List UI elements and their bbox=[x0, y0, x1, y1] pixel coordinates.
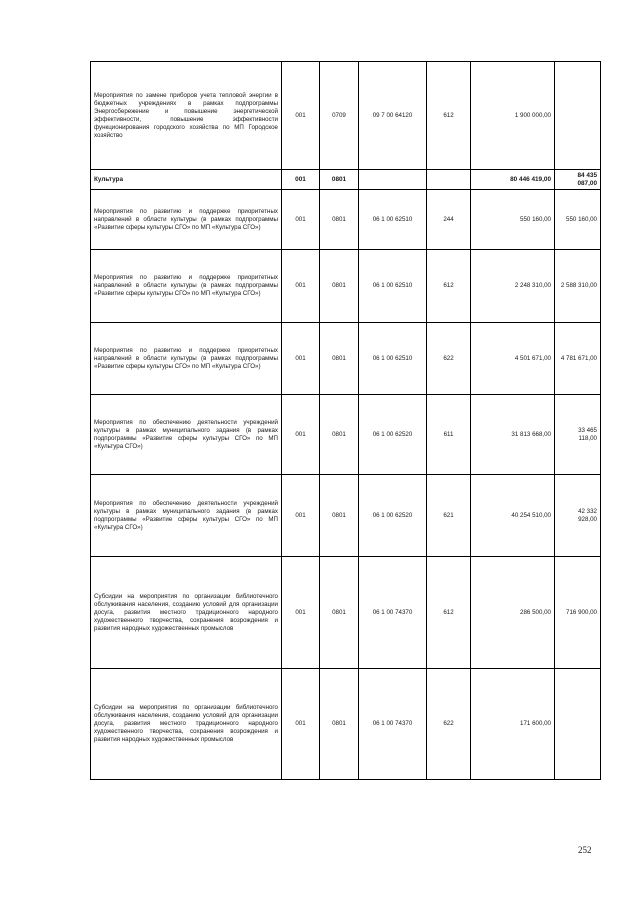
row-expense-type: 612 bbox=[427, 250, 471, 323]
row-amount-year1: 2 248 310,00 bbox=[471, 250, 555, 323]
row-amount-year2: 550 160,00 bbox=[555, 190, 601, 250]
table-row-section-total bbox=[91, 170, 601, 190]
row-amount-year2: 33 465 118,00 bbox=[555, 395, 601, 475]
row-target-code: 06 1 00 74370 bbox=[359, 669, 427, 780]
row-name: Мероприятия по развитию и поддержке приоритетных направлений в области культуры (в рамках подпрограммы «Развитие сферы культуры СГО» по МП «Культура СГО») bbox=[91, 190, 282, 250]
table-row bbox=[91, 323, 601, 395]
row-name: Субсидии на мероприятия по организации библиотечного обслуживания населения, созданию условий для организации досуга, развития местного традиционного народного художественного творчества, сохранения возрождения и развития народных художественных промыслов bbox=[91, 669, 282, 780]
row-section-code: 0801 bbox=[320, 323, 359, 395]
table-row bbox=[91, 250, 601, 323]
row-section-code: 0801 bbox=[320, 475, 359, 557]
row-amount-year2: 42 332 928,00 bbox=[555, 475, 601, 557]
row-target-code: 06 1 00 74370 bbox=[359, 557, 427, 669]
table-row bbox=[91, 475, 601, 557]
row-section-code: 0801 bbox=[320, 170, 359, 190]
row-admin-code: 001 bbox=[282, 669, 320, 780]
row-admin-code: 001 bbox=[282, 170, 320, 190]
row-amount-year1: 286 500,00 bbox=[471, 557, 555, 669]
row-admin-code: 001 bbox=[282, 475, 320, 557]
row-amount-year1: 171 600,00 bbox=[471, 669, 555, 780]
row-amount-year2: 84 435 087,00 bbox=[555, 170, 601, 190]
row-admin-code: 001 bbox=[282, 557, 320, 669]
table-row bbox=[91, 557, 601, 669]
row-amount-year2 bbox=[555, 62, 601, 170]
row-section-code: 0801 bbox=[320, 395, 359, 475]
row-expense-type: 612 bbox=[427, 62, 471, 170]
row-section-code: 0709 bbox=[320, 62, 359, 170]
row-expense-type: 244 bbox=[427, 190, 471, 250]
row-section-code: 0801 bbox=[320, 557, 359, 669]
row-admin-code: 001 bbox=[282, 323, 320, 395]
row-section-code: 0801 bbox=[320, 190, 359, 250]
row-amount-year1: 1 900 000,00 bbox=[471, 62, 555, 170]
row-admin-code: 001 bbox=[282, 190, 320, 250]
table-row bbox=[91, 190, 601, 250]
section-name: Культура bbox=[91, 170, 282, 190]
row-expense-type: 622 bbox=[427, 323, 471, 395]
row-expense-type: 611 bbox=[427, 395, 471, 475]
page-number: 252 bbox=[578, 845, 592, 855]
table-row bbox=[91, 62, 601, 170]
row-amount-year1: 40 254 510,00 bbox=[471, 475, 555, 557]
row-amount-year2 bbox=[555, 669, 601, 780]
row-admin-code: 001 bbox=[282, 395, 320, 475]
row-admin-code: 001 bbox=[282, 250, 320, 323]
row-section-code: 0801 bbox=[320, 250, 359, 323]
row-target-code: 06 1 00 62510 bbox=[359, 323, 427, 395]
table-row bbox=[91, 669, 601, 780]
row-name: Субсидии на мероприятия по организации библиотечного обслуживания населения, созданию условий для организации досуга, развития местного традиционного народного художественного творчества, сохранения возрождения и развития народных художественных промыслов bbox=[91, 557, 282, 669]
row-section-code: 0801 bbox=[320, 669, 359, 780]
row-expense-type bbox=[427, 170, 471, 190]
row-expense-type: 621 bbox=[427, 475, 471, 557]
row-admin-code: 001 bbox=[282, 62, 320, 170]
row-target-code: 06 1 00 62510 bbox=[359, 190, 427, 250]
row-name: Мероприятия по замене приборов учета тепловой энергии в бюджетных учреждениях в рамках подпрограммы Энергосбережение и повышение энергетической эффективности, повышение эффективности функционирования городского хозяйства по МП Городское хозяйство bbox=[91, 62, 282, 170]
row-target-code: 06 1 00 62510 bbox=[359, 250, 427, 323]
row-target-code: 06 1 00 62520 bbox=[359, 475, 427, 557]
row-amount-year1: 31 813 668,00 bbox=[471, 395, 555, 475]
budget-table bbox=[90, 61, 601, 780]
row-name: Мероприятия по развитию и поддержке приоритетных направлений в области культуры (в рамках подпрограммы «Развитие сферы культуры СГО» по МП «Культура СГО») bbox=[91, 250, 282, 323]
row-target-code bbox=[359, 170, 427, 190]
row-expense-type: 622 bbox=[427, 669, 471, 780]
row-expense-type: 612 bbox=[427, 557, 471, 669]
row-amount-year1: 80 446 419,00 bbox=[471, 170, 555, 190]
row-target-code: 06 1 00 62520 bbox=[359, 395, 427, 475]
row-amount-year1: 550 160,00 bbox=[471, 190, 555, 250]
row-amount-year2: 2 588 310,00 bbox=[555, 250, 601, 323]
row-amount-year2: 4 781 671,00 bbox=[555, 323, 601, 395]
row-amount-year1: 4 501 671,00 bbox=[471, 323, 555, 395]
table-row bbox=[91, 395, 601, 475]
row-amount-year2: 716 900,00 bbox=[555, 557, 601, 669]
row-target-code: 09 7 00 64120 bbox=[359, 62, 427, 170]
row-name: Мероприятия по обеспечению деятельности учреждений культуры в рамках муниципального задания (в рамках подпрограммы «Развитие сферы культуры СГО» по МП «Культура СГО») bbox=[91, 395, 282, 475]
row-name: Мероприятия по обеспечению деятельности учреждений культуры в рамках муниципального задания (в рамках подпрограммы «Развитие сферы культуры СГО» по МП «Культура СГО») bbox=[91, 475, 282, 557]
row-name: Мероприятия по развитию и поддержке приоритетных направлений в области культуры (в рамках подпрограммы «Развитие сферы культуры СГО» по МП «Культура СГО») bbox=[91, 323, 282, 395]
